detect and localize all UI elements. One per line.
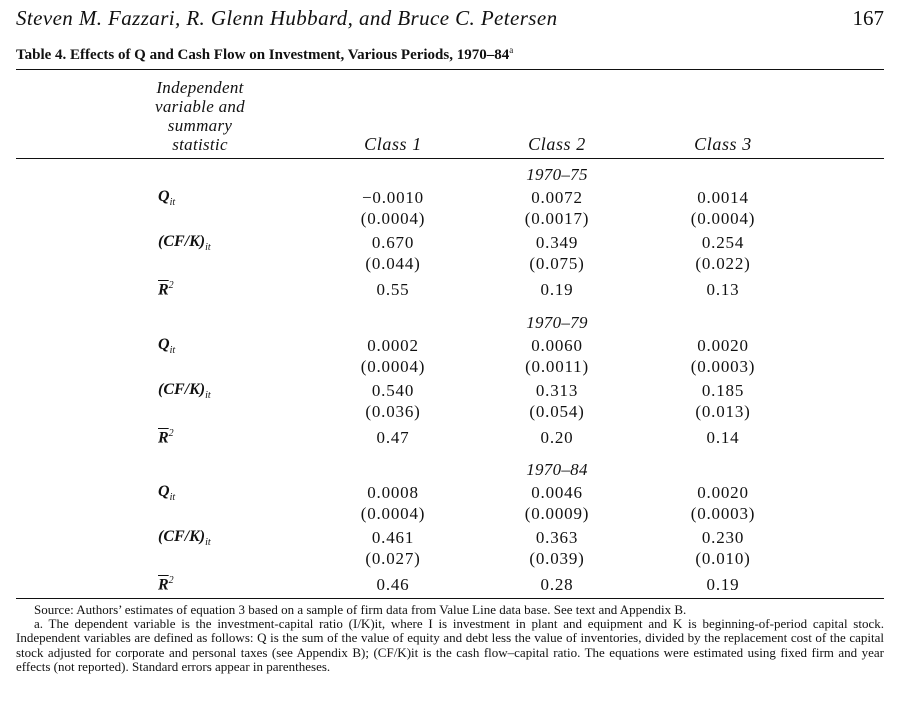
period-label: 1970–79: [526, 313, 588, 332]
table-cell: (0.0004): [690, 209, 756, 228]
table-cell: 0.47: [376, 428, 410, 447]
table-cell: 0.461: [371, 528, 415, 547]
table-cell: 0.540: [371, 381, 415, 400]
row-label-cash-flow-symbol: (CF/K): [158, 528, 206, 545]
row-label-cash-flow-symbol: (CF/K): [158, 381, 206, 398]
table-caption-note-marker: a: [509, 45, 514, 55]
table-cell: 0.254: [701, 233, 745, 252]
running-head-authors: Steven M. Fazzari, R. Glenn Hubbard, and Bruce C. Petersen: [16, 6, 558, 30]
row-label-cash-flow-subscript: it: [205, 537, 211, 549]
table-cell: 0.313: [535, 381, 579, 400]
row-label-q-symbol: Q: [158, 188, 170, 205]
table-cell: 0.46: [376, 575, 410, 594]
table-cell: 0.0060: [531, 336, 583, 355]
table-cell: (0.0004): [360, 357, 426, 376]
row-label-r-squared-superscript: 2: [168, 428, 174, 439]
row-label-cash-flow-subscript: it: [205, 242, 211, 254]
table-cell: 0.19: [540, 280, 574, 299]
row-label-q-symbol: Q: [158, 483, 170, 500]
table-cell: 0.349: [535, 233, 579, 252]
stub-header-line: summary: [167, 116, 233, 135]
row-label-cash-flow: [158, 528, 211, 548]
table-cell: (0.075): [529, 254, 585, 273]
table-cell: 0.19: [706, 575, 740, 594]
row-label-q-subscript: it: [169, 345, 176, 357]
table-cell: 0.55: [376, 280, 410, 299]
table-cell: 0.0014: [697, 188, 749, 207]
table-cell: 0.670: [371, 233, 415, 252]
table-cell: 0.0046: [531, 483, 583, 502]
row-label-r-squared: [158, 428, 174, 447]
row-label-q: [158, 336, 175, 356]
row-label-r-squared-symbol: $\overline{R}$: [158, 576, 169, 594]
period-label: 1970–75: [526, 165, 588, 184]
table-cell: (0.0004): [360, 504, 426, 523]
row-label-r-squared-symbol: $\overline{R}$: [158, 429, 169, 447]
table-cell: (0.0017): [524, 209, 590, 228]
page-number: 167: [852, 6, 884, 30]
table-cell: 0.14: [706, 428, 740, 447]
row-label-q: [158, 188, 175, 208]
running-head: [16, 6, 884, 34]
footnote-a: a. The dependent variable is the investment-capital ratio (I/K)it, where I is investment in plant and equipment and K is beginning-of-period capital stock. Independent variables are defined as follows: Q is the sum of the value of equity and debt less the value of inventories, divided by the replacement cost of the capital stock adjusted for corporate and personal taxes (see Appendix B); (CF/K)it is the cash flow–capital ratio. The equations were estimated using fixed firm and year effects (not reported). Standard errors appear in parentheses.: [16, 616, 884, 674]
row-label-q-subscript: it: [169, 197, 176, 209]
table-cell: 0.0020: [697, 336, 749, 355]
table-header-rule: [16, 158, 884, 159]
table-cell: (0.010): [695, 549, 751, 568]
row-label-cash-flow: [158, 233, 211, 253]
stub-header-line: statistic: [172, 135, 228, 154]
row-label-cash-flow-symbol: (CF/K): [158, 233, 206, 250]
row-label-q-subscript: it: [169, 492, 176, 504]
row-label-r-squared: [158, 575, 174, 594]
table-cell: −0.0010: [362, 188, 424, 207]
row-label-r-squared-superscript: 2: [168, 280, 174, 291]
table-caption: [16, 45, 513, 64]
table-cell: 0.185: [701, 381, 745, 400]
table-cell: 0.0002: [367, 336, 419, 355]
table-cell: (0.013): [695, 402, 751, 421]
table-cell: (0.039): [529, 549, 585, 568]
source-note: Source: Authors’ estimates of equation 3 based on a sample of firm data from Value Line data base. See text and Appendix B.: [34, 602, 687, 617]
stub-header-line: variable and: [154, 97, 245, 116]
row-label-q: [158, 483, 175, 503]
table-cell: (0.027): [365, 549, 421, 568]
period-label: 1970–84: [526, 460, 588, 479]
table-cell: (0.0003): [690, 504, 756, 523]
stub-header: [120, 78, 280, 154]
table-cell: 0.20: [540, 428, 574, 447]
table-cell: (0.0009): [524, 504, 590, 523]
column-header-class-1: Class 1: [364, 134, 422, 154]
row-label-r-squared: [158, 280, 174, 299]
table-cell: (0.036): [365, 402, 421, 421]
table-cell: 0.363: [535, 528, 579, 547]
table-cell: 0.13: [706, 280, 740, 299]
column-header-class-2: Class 2: [528, 134, 586, 154]
row-label-r-squared-symbol: $\overline{R}$: [158, 281, 169, 299]
table-cell: (0.0003): [690, 357, 756, 376]
table-notes: [16, 603, 884, 674]
table-cell: 0.0072: [531, 188, 583, 207]
column-header-class-3: Class 3: [694, 134, 752, 154]
table-cell: 0.230: [701, 528, 745, 547]
stub-header-line: Independent: [156, 78, 244, 97]
row-label-cash-flow: [158, 381, 211, 401]
table-cell: (0.054): [529, 402, 585, 421]
table-cell: (0.0011): [525, 357, 589, 376]
row-label-q-symbol: Q: [158, 336, 170, 353]
table-bottom-rule: [16, 598, 884, 599]
row-label-cash-flow-subscript: it: [205, 390, 211, 402]
table-cell: 0.0020: [697, 483, 749, 502]
table-cell: (0.044): [365, 254, 421, 273]
table-cell: 0.0008: [367, 483, 419, 502]
table-cell: 0.28: [540, 575, 574, 594]
table-top-rule: [16, 69, 884, 70]
table-caption-text: Table 4. Effects of Q and Cash Flow on Investment, Various Periods, 1970–84: [16, 47, 510, 63]
table-cell: (0.022): [695, 254, 751, 273]
table-cell: (0.0004): [360, 209, 426, 228]
row-label-r-squared-superscript: 2: [168, 575, 174, 586]
